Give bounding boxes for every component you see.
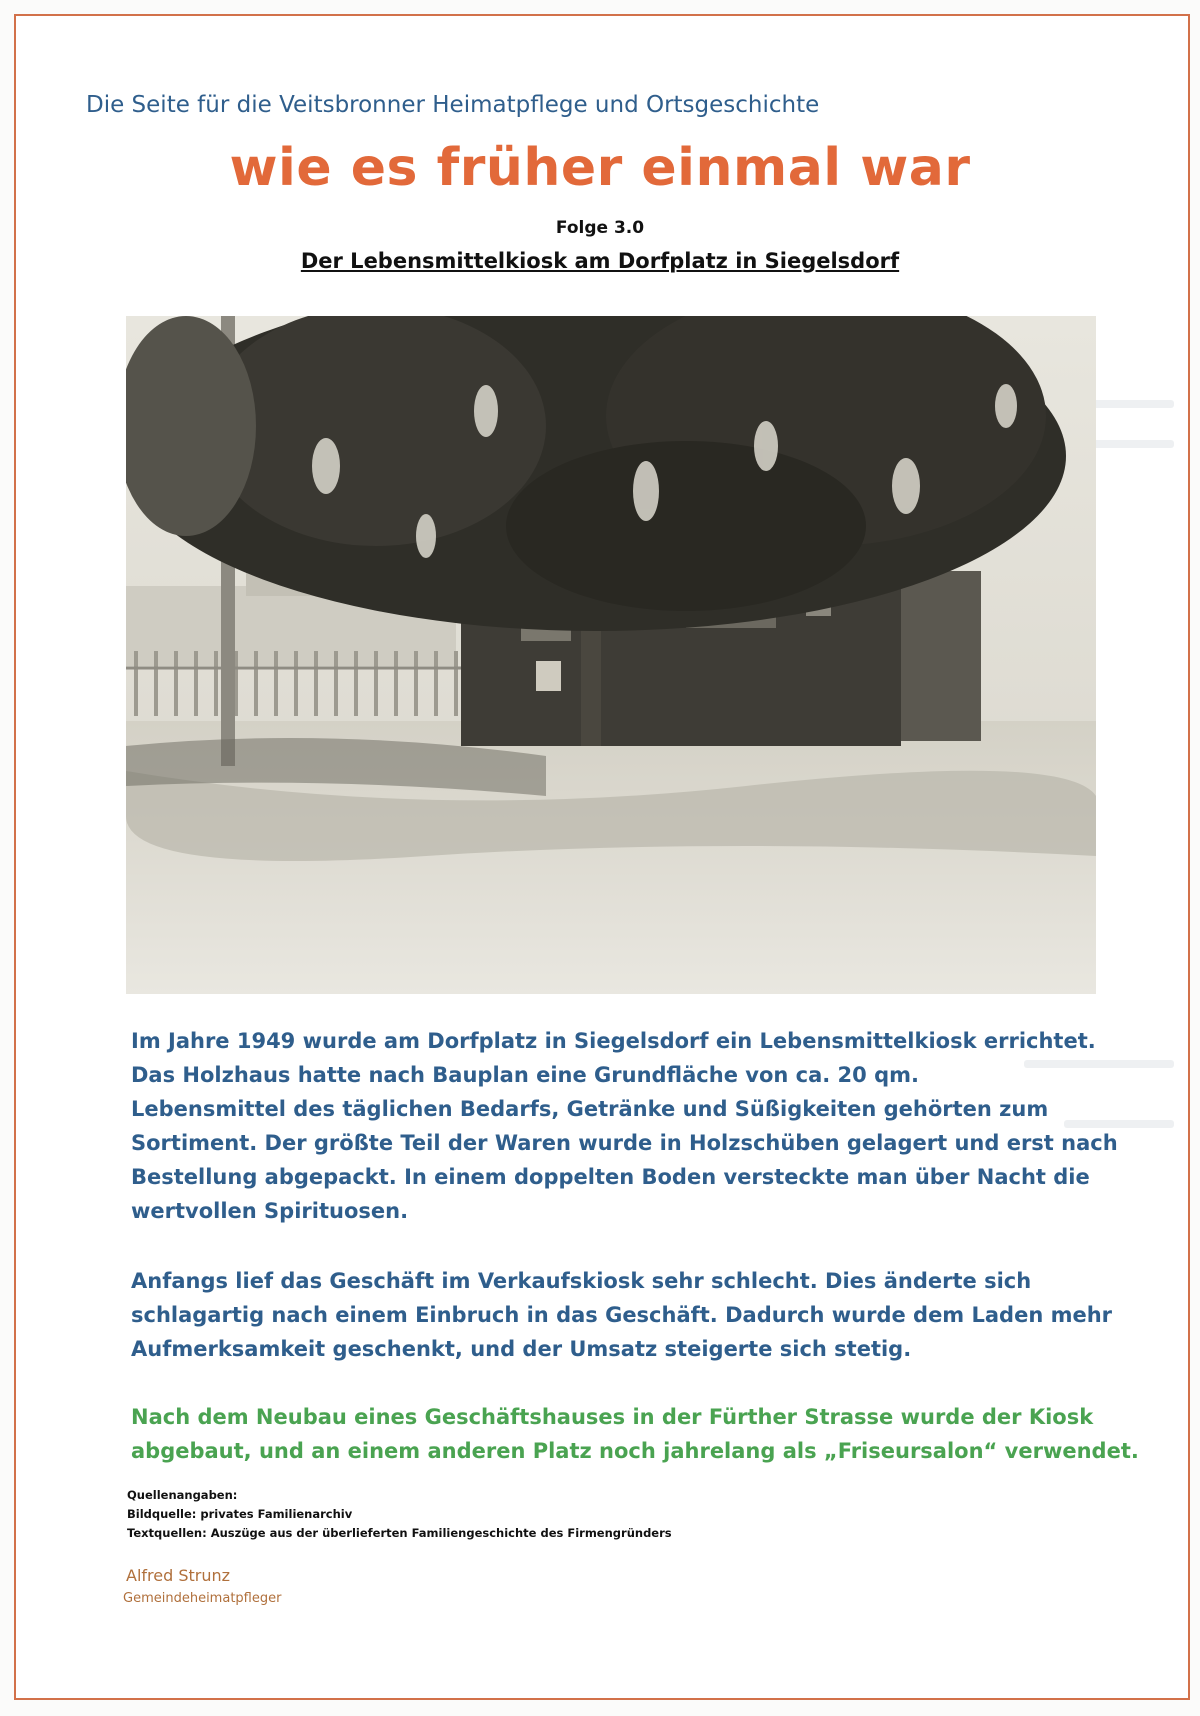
article-headline: Der Lebensmittelkiosk am Dorfplatz in Siegelsdorf <box>300 249 900 273</box>
paragraph-line: Anfangs lief das Geschäft im Verkaufskiosk sehr schlecht. Dies änderte sich <box>131 1269 1032 1293</box>
author-role: Gemeindeheimatpfleger <box>123 1591 282 1606</box>
paragraph-line: Lebensmittel des täglichen Bedarfs, Getränke und Süßigkeiten gehörten zum <box>131 1097 1049 1121</box>
paragraph-line: Aufmerksamkeit geschenkt, und der Umsatz steigerte sich stetig. <box>131 1337 912 1361</box>
paragraph-line: schlagartig nach einem Einbruch in das Geschäft. Dadurch wurde dem Laden mehr <box>131 1303 1113 1327</box>
article-paragraph-3 <box>131 1400 1139 1468</box>
image-source: Bildquelle: privates Familienarchiv <box>127 1507 353 1521</box>
paragraph-line: abgebaut, und an einem anderen Platz noch jahrelang als „Friseursalon“ verwendet. <box>131 1439 1139 1463</box>
article-paragraph-1 <box>131 1024 1118 1228</box>
page-subtitle: Die Seite für die Veitsbronner Heimatpflege und Ortsgeschichte <box>86 92 820 118</box>
historic-photo <box>126 316 1096 994</box>
paragraph-line: Das Holzhaus hatte nach Bauplan eine Grundfläche von ca. 20 qm. <box>131 1063 919 1087</box>
sources-heading: Quellenangaben: <box>127 1488 238 1502</box>
paragraph-line: Im Jahre 1949 wurde am Dorfplatz in Siegelsdorf ein Lebensmittelkiosk errichtet. <box>131 1029 1096 1053</box>
paragraph-line: Nach dem Neubau eines Geschäftshauses in der Fürther Strasse wurde der Kiosk <box>131 1405 1094 1429</box>
paragraph-line: Bestellung abgepackt. In einem doppelten Boden versteckte man über Nacht die <box>131 1165 1090 1189</box>
article-paragraph-2 <box>131 1264 1111 1366</box>
text-source: Textquellen: Auszüge aus der überlieferten Familiengeschichte des Firmengründers <box>127 1526 672 1540</box>
historic-photo-kiosk-under-tree <box>126 316 1096 994</box>
page-title: wie es früher einmal war <box>229 138 971 198</box>
sources-block <box>127 1486 672 1543</box>
bleed-through-mark <box>1084 440 1174 448</box>
episode-label: Folge 3.0 <box>555 218 645 238</box>
paragraph-line: wertvollen Spirituosen. <box>131 1199 409 1223</box>
paragraph-line: Sortiment. Der größte Teil der Waren wurde in Holzschüben gelagert und erst nach <box>131 1131 1118 1155</box>
author-name: Alfred Strunz <box>126 1566 231 1585</box>
